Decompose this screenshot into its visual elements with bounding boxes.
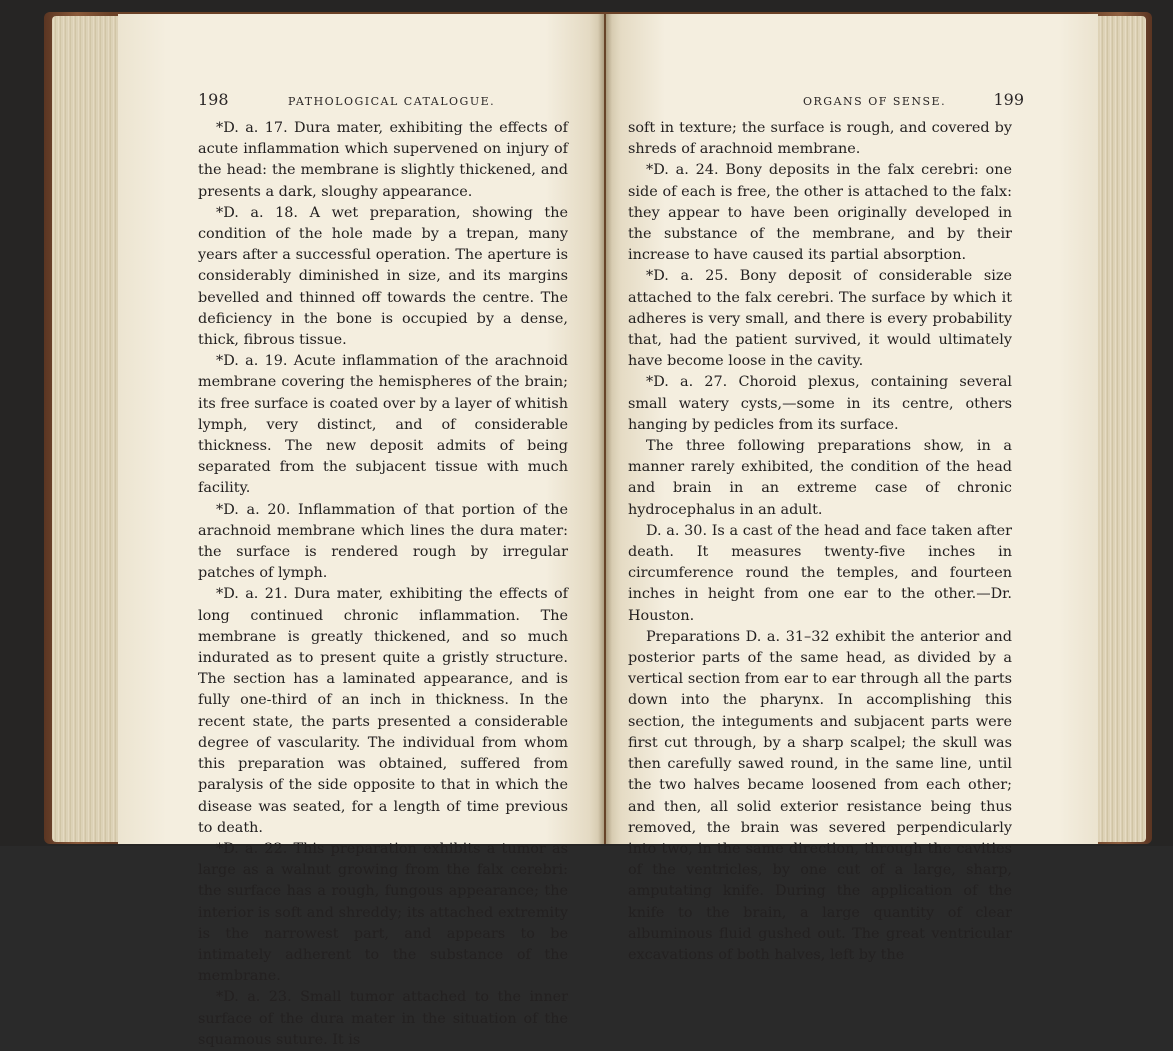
left-page-number: 198: [198, 90, 229, 109]
paragraph: *D. a. 18. A wet preparation, showing the condition of the hole made by a trepan, many years after a successful operation. The aperture is considerably diminished in size, and its margins bevelled and thinned off towards the centre. The deficiency in the bone is occupied by a dense, thick, fibrous tissue.: [198, 204, 568, 349]
left-page: [118, 14, 604, 1048]
page-edges-right: [1094, 16, 1146, 842]
paragraph: *D. a. 24. Bony deposits in the falx cerebri: one side of each is free, the other is attached to the falx: they appear to have been originally developed in the substance of the membrane, and by their increase to have caused its partial absorption.: [628, 162, 1012, 264]
paragraph: *D. a. 25. Bony deposit of considerable size attached to the falx cerebri. The surface by which it adheres is very small, and there is every probability that, had the patient survived, it would ultimately have become loose in the cavity.: [628, 268, 1012, 370]
left-page-header: [198, 92, 578, 114]
left-page-body: [198, 118, 568, 1051]
paragraph: *D. a. 22. This preparation exhibits a tumor as large as a walnut growing from the falx cerebri: the surface has a rough, fungous appearance; the interior is soft and shreddy; its attached extremity is the narrowest part, and appears to be intimately adherent to the substance of the membrane.: [198, 840, 568, 985]
paragraph: *D. a. 17. Dura mater, exhibiting the effects of acute inflammation which supervened on injury of the head: the membrane is slightly thickened, and presents a dark, sloughy appearance.: [198, 120, 568, 200]
right-page-header: [628, 90, 1024, 114]
paragraph-continuation: soft in texture; the surface is rough, and covered by shreds of arachnoid membrane.: [628, 120, 1012, 158]
paragraph: Preparations D. a. 31–32 exhibit the anterior and posterior parts of the same head, as divided by a vertical section from ear to ear through all the parts down into the pharynx. In accomplishing this section, the integuments and subjacent parts were first cut through, by a sharp scalpel; the skull was then carefully sawed round, in the same line, until the two halves became loosened from each other; and then, all solid exterior resistance being thus removed, the brain was severed perpendicularly into two, in the same direction, through the cavities of the ventricles, by one cut of a large, sharp, amputating knife. During the application of the knife to the brain, a large quantity of clear albuminous fluid gushed out. The great ventricular excavations of both halves, left by the: [628, 628, 1012, 963]
paragraph: *D. a. 19. Acute inflammation of the arachnoid membrane covering the hemispheres of the brain; its free surface is coated over by a layer of whitish lymph, very distinct, and of considerable thickness. The new deposit admits of being separated from the subjacent tissue with much facility.: [198, 353, 568, 497]
left-running-head: PATHOLOGICAL CATALOGUE.: [288, 95, 496, 108]
page-edges-left: [52, 16, 122, 842]
paragraph: D. a. 30. Is a cast of the head and face taken after death. It measures twenty-five inches in circumference round the temples, and fourteen inches in height from one ear to the other.—Dr. Houston.: [628, 522, 1012, 624]
right-running-head: ORGANS OF SENSE.: [803, 95, 947, 108]
paragraph: *D. a. 23. Small tumor attached to the inner surface of the dura mater in the situation of the squamous suture. It is: [198, 989, 568, 1048]
paragraph: *D. a. 21. Dura mater, exhibiting the effects of long continued chronic inflammation. The membrane is greatly thickened, and so much indurated as to present quite a gristly structure. The section has a laminated appearance, and is fully one-third of an inch in thickness. In the recent state, the parts presented a considerable degree of vascularity. The individual from whom this preparation was obtained, suffered from paralysis of the side opposite to that in which the disease was seated, for a length of time previous to death.: [198, 586, 568, 836]
book-gutter: [598, 14, 612, 844]
right-page-body: [628, 118, 1012, 966]
paragraph: The three following preparations show, in a manner rarely exhibited, the condition of the head and brain in an extreme case of chronic hydrocephalus in an adult.: [628, 438, 1012, 518]
right-page-number: 199: [993, 90, 1024, 109]
paragraph: *D. a. 20. Inflammation of that portion of the arachnoid membrane which lines the dura mater: the surface is rendered rough by irregular patches of lymph.: [198, 501, 568, 582]
right-page: [606, 14, 1098, 963]
paragraph: *D. a. 27. Choroid plexus, containing several small watery cysts,—some in its centre, others hanging by pedicles from its surface.: [628, 374, 1012, 433]
